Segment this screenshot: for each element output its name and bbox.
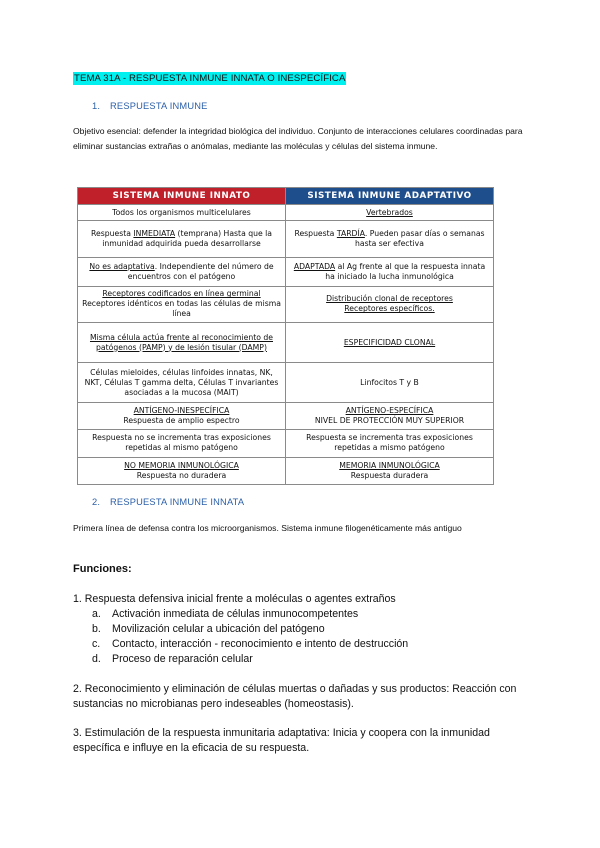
table-row xyxy=(78,429,494,457)
subitem-letter: c. xyxy=(92,638,101,650)
funcion-subitem xyxy=(92,653,253,665)
cell-innato: Todos los organismos multicelulares xyxy=(78,205,286,221)
funcion-subitem xyxy=(92,623,325,635)
cell-text-underlined: INMEDIATA xyxy=(133,229,176,239)
table-row xyxy=(78,363,494,403)
section-1-label: RESPUESTA INMUNE xyxy=(110,101,208,111)
table-row xyxy=(78,286,494,322)
paragraph-objetivo: Objetivo esencial: defender la integridad biológica del individuo. Conjunto de interacciones celulares coordinadas para eliminar sustancias extrañas o anómalas, mediante las moléculas y células del sistema inmune. xyxy=(73,126,523,151)
table-row xyxy=(78,403,494,429)
cell-text: . Pueden pasar días o semanas hasta ser efectiva xyxy=(355,229,485,249)
cell-text: Receptores idénticos en todas las células de misma línea xyxy=(82,299,281,319)
subitem-text: Proceso de reparación celular xyxy=(112,653,253,665)
cell-innato xyxy=(78,286,286,322)
cell-text: al Ag frente al que la respuesta innata ha iniciado la lucha inmunológica xyxy=(325,262,486,282)
cell-text: Respuesta de amplio espectro xyxy=(123,415,240,425)
cell-innato xyxy=(78,403,286,429)
cell-text-underlined: ESPECIFICIDAD CLONAL xyxy=(343,337,436,347)
funcion-item-1: 1. Respuesta defensiva inicial frente a moléculas o agentes extraños xyxy=(73,593,396,605)
subitem-letter: a. xyxy=(92,608,101,620)
table-header-row xyxy=(78,188,494,205)
cell-adaptativo xyxy=(286,322,494,362)
cell-text: Vertebrados xyxy=(366,207,413,217)
cell-text: (temprana) Hasta que la inmunidad adquirida pueda desarrollarse xyxy=(102,229,272,249)
cell-text: Respuesta xyxy=(294,229,337,239)
cell-innato xyxy=(78,221,286,258)
cell-text-underlined: MEMORIA INMUNOLÓGICA xyxy=(339,460,440,470)
cell-innato xyxy=(78,457,286,484)
funcion-subitem xyxy=(92,638,408,650)
funciones-title: Funciones: xyxy=(73,563,132,575)
section-1-number: 1. xyxy=(92,101,101,111)
cell-text-underlined: ANTÍGENO-INESPECÍFICA xyxy=(133,405,230,415)
cell-text-underlined: TARDÍA xyxy=(336,229,365,239)
header-innato: SISTEMA INMUNE INNATO xyxy=(78,188,286,205)
table-row xyxy=(78,457,494,484)
cell-adaptativo: Linfocitos T y B xyxy=(286,363,494,403)
subitem-text: Activación inmediata de células inmunocompetentes xyxy=(112,608,359,620)
table-row xyxy=(78,205,494,221)
table-row xyxy=(78,258,494,286)
subitem-letter: d. xyxy=(92,653,101,665)
cell-adaptativo xyxy=(286,403,494,429)
funcion-subitem xyxy=(92,608,358,620)
cell-innato xyxy=(78,258,286,286)
cell-text: NIVEL DE PROTECCIÓN MUY SUPERIOR xyxy=(314,415,465,425)
cell-innato xyxy=(78,322,286,362)
table-row xyxy=(78,221,494,258)
cell-text-underlined: ANTÍGENO-ESPECÍFICA xyxy=(345,405,434,415)
cell-innato: Células mieloides, células linfoides innatas, NK, NKT, Células T gamma delta, Células T invariantes asociadas a la mucosa (MAIT) xyxy=(78,363,286,403)
cell-adaptativo xyxy=(286,457,494,484)
cell-adaptativo: Respuesta se incrementa tras exposiciones repetidas a mismo patógeno xyxy=(286,429,494,457)
subitem-text: Movilización celular a ubicación del patógeno xyxy=(112,623,325,635)
cell-text: Respuesta no duradera xyxy=(136,470,227,480)
cell-innato: Respuesta no se incrementa tras exposiciones repetidas al mismo patógeno xyxy=(78,429,286,457)
section-2-heading xyxy=(92,497,244,507)
cell-text: Respuesta xyxy=(91,229,134,239)
subitem-letter: b. xyxy=(92,623,101,635)
section-1-heading xyxy=(92,101,208,111)
cell-text-underlined: Misma célula actúa frente al reconocimiento de patógenos (PAMP) y de lesión tisular (DAMP) xyxy=(89,332,273,352)
section-2-number: 2. xyxy=(92,497,101,507)
funcion-item-3: 3. Estimulación de la respuesta inmunitaria adaptativa: Inicia y coopera con la inmunidad específica e influye en la eficacia de su respuesta. xyxy=(73,727,490,754)
cell-adaptativo xyxy=(286,286,494,322)
paragraph-primera-linea: Primera línea de defensa contra los microorganismos. Sistema inmune filogenéticamente más antiguo xyxy=(73,523,462,533)
section-2-label: RESPUESTA INMUNE INNATA xyxy=(110,497,245,507)
comparison-table xyxy=(77,187,494,485)
cell-text: . Independiente del número de encuentros con el patógeno xyxy=(127,262,274,282)
cell-text-underlined: NO MEMORIA INMUNOLÓGICA xyxy=(124,460,239,470)
cell-text-underlined: Distribución clonal de receptores xyxy=(326,294,453,304)
cell-text-underlined: Receptores específicos. xyxy=(344,304,435,314)
cell-text-underlined: ADAPTADA xyxy=(293,262,336,272)
cell-adaptativo xyxy=(286,205,494,221)
cell-adaptativo xyxy=(286,221,494,258)
document-title: TEMA 31A - RESPUESTA INMUNE INNATA O INESPECÍFICA xyxy=(74,73,346,84)
subitem-text: Contacto, interacción - reconocimiento e intento de destrucción xyxy=(112,638,409,650)
cell-text: Respuesta duradera xyxy=(350,470,429,480)
cell-adaptativo xyxy=(286,258,494,286)
table-row xyxy=(78,322,494,362)
header-adaptativo: SISTEMA INMUNE ADAPTATIVO xyxy=(286,188,494,205)
cell-text-underlined: No es adaptativa xyxy=(89,262,155,272)
funcion-item-2: 2. Reconocimiento y eliminación de células muertas o dañadas y sus productos: Reacción con sustancias no microbianas pero indeseables (homeostasis). xyxy=(73,683,517,710)
cell-text-underlined: Receptores codificados en línea germinal xyxy=(102,289,261,299)
